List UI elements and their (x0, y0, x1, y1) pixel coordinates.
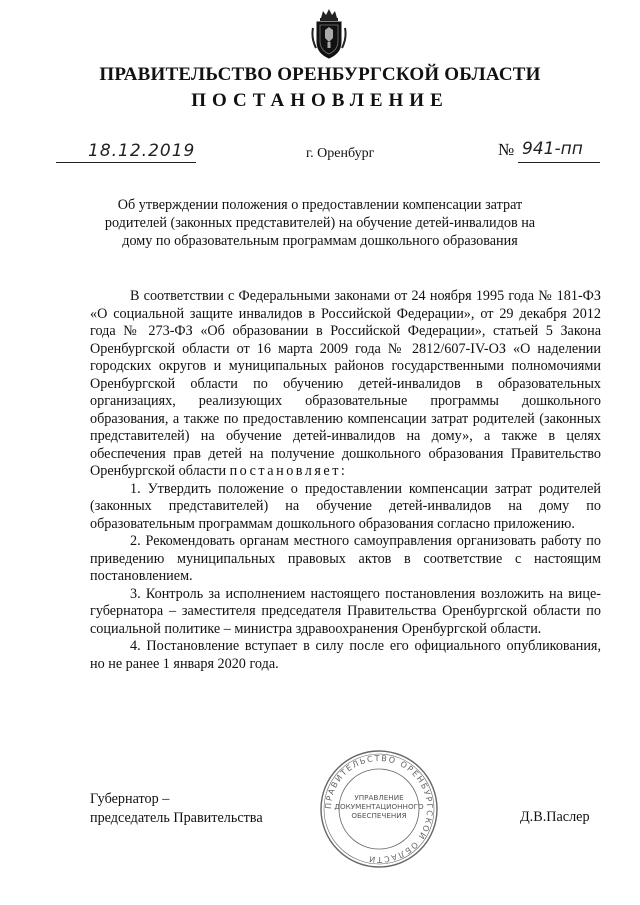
government-title: ПРАВИТЕЛЬСТВО ОРЕНБУРГСКОЙ ОБЛАСТИ (99, 64, 541, 85)
date-underline (56, 162, 196, 163)
signatory-title-line-2: председатель Правительства (90, 810, 263, 826)
stamp-inner-text (334, 793, 424, 820)
stamp-line-3: ОБЕСПЕЧЕНИЯ (351, 811, 407, 820)
document-number: 941-пп (522, 139, 583, 159)
item-2: 2. Рекомендовать органам местного самоуправления организовать работу по приведению муниципальных правовых актов в соответствие с настоящим постановлением. (90, 533, 601, 584)
item-4: 4. Постановление вступает в силу после его официального опубликования, но не ранее 1 января 2020 года. (90, 638, 601, 672)
number-label: № (498, 140, 515, 159)
document-subject: Об утверждении положения о предоставлении компенсации затрат родителей (законных представителей) на обучение детей-инвалидов на дому по образовательным программам дошкольного образования (104, 197, 536, 249)
preamble-paragraph (90, 288, 601, 481)
preamble-text: В соответствии с Федеральными законами от 24 ноября 1995 года № 181-ФЗ «О социальной защите инвалидов в Российской Федерации», от 29 декабря 2012 года № 273-ФЗ «Об образовании в Российской Федерации», статьей 5 Закона Оренбургской области от 16 марта 2009 года № 2812/607-IV-ОЗ «О наделении городских округов и муниципальных районов государственными полномочиями Оренбургской области по обучению детей-инвалидов в образовательных организациях, реализующих образовательные программы дошкольного образования, а также по предоставлению компенсации затрат родителей (законных представителей) на обучение детей-инвалидов на дому», а также в целях обеспечения прав детей на получение дошкольного образования Правительство Оренбургской области (90, 288, 601, 479)
signatory-title-line-1: Губернатор – (90, 791, 170, 807)
document-city: г. Оренбург (306, 146, 375, 161)
signatory-name: Д.В.Паслер (520, 809, 590, 825)
stamp-line-1: УПРАВЛЕНИЕ (354, 793, 404, 802)
orenburg-coat-of-arms-icon (310, 8, 348, 60)
resolves-word: постановляет: (229, 463, 348, 479)
stamp-ring-text: ПРАВИТЕЛЬСТВО ОРЕНБУРГСКОЙ ОБЛАСТИ (323, 753, 435, 865)
item-3: 3. Контроль за исполнением настоящего постановления возложить на вице-губернатора – заместителя председателя Правительства Оренбургской области по социальной политике – министра здравоохранения Оренбургской области. (90, 585, 601, 637)
item-1: 1. Утвердить положение о предоставлении компенсации затрат родителей (законных представителей) на обучение детей-инвалидов на дому по образовательным программам дошкольного образования согласно приложению. (90, 480, 601, 532)
signatory-title (90, 790, 263, 828)
document-date: 18.12.2019 (88, 141, 196, 161)
stamp-line-2: ДОКУМЕНТАЦИОННОГО (334, 802, 424, 811)
number-underline (518, 162, 600, 163)
document-type: ПОСТАНОВЛЕНИЕ (191, 90, 449, 111)
document-body (90, 288, 601, 673)
